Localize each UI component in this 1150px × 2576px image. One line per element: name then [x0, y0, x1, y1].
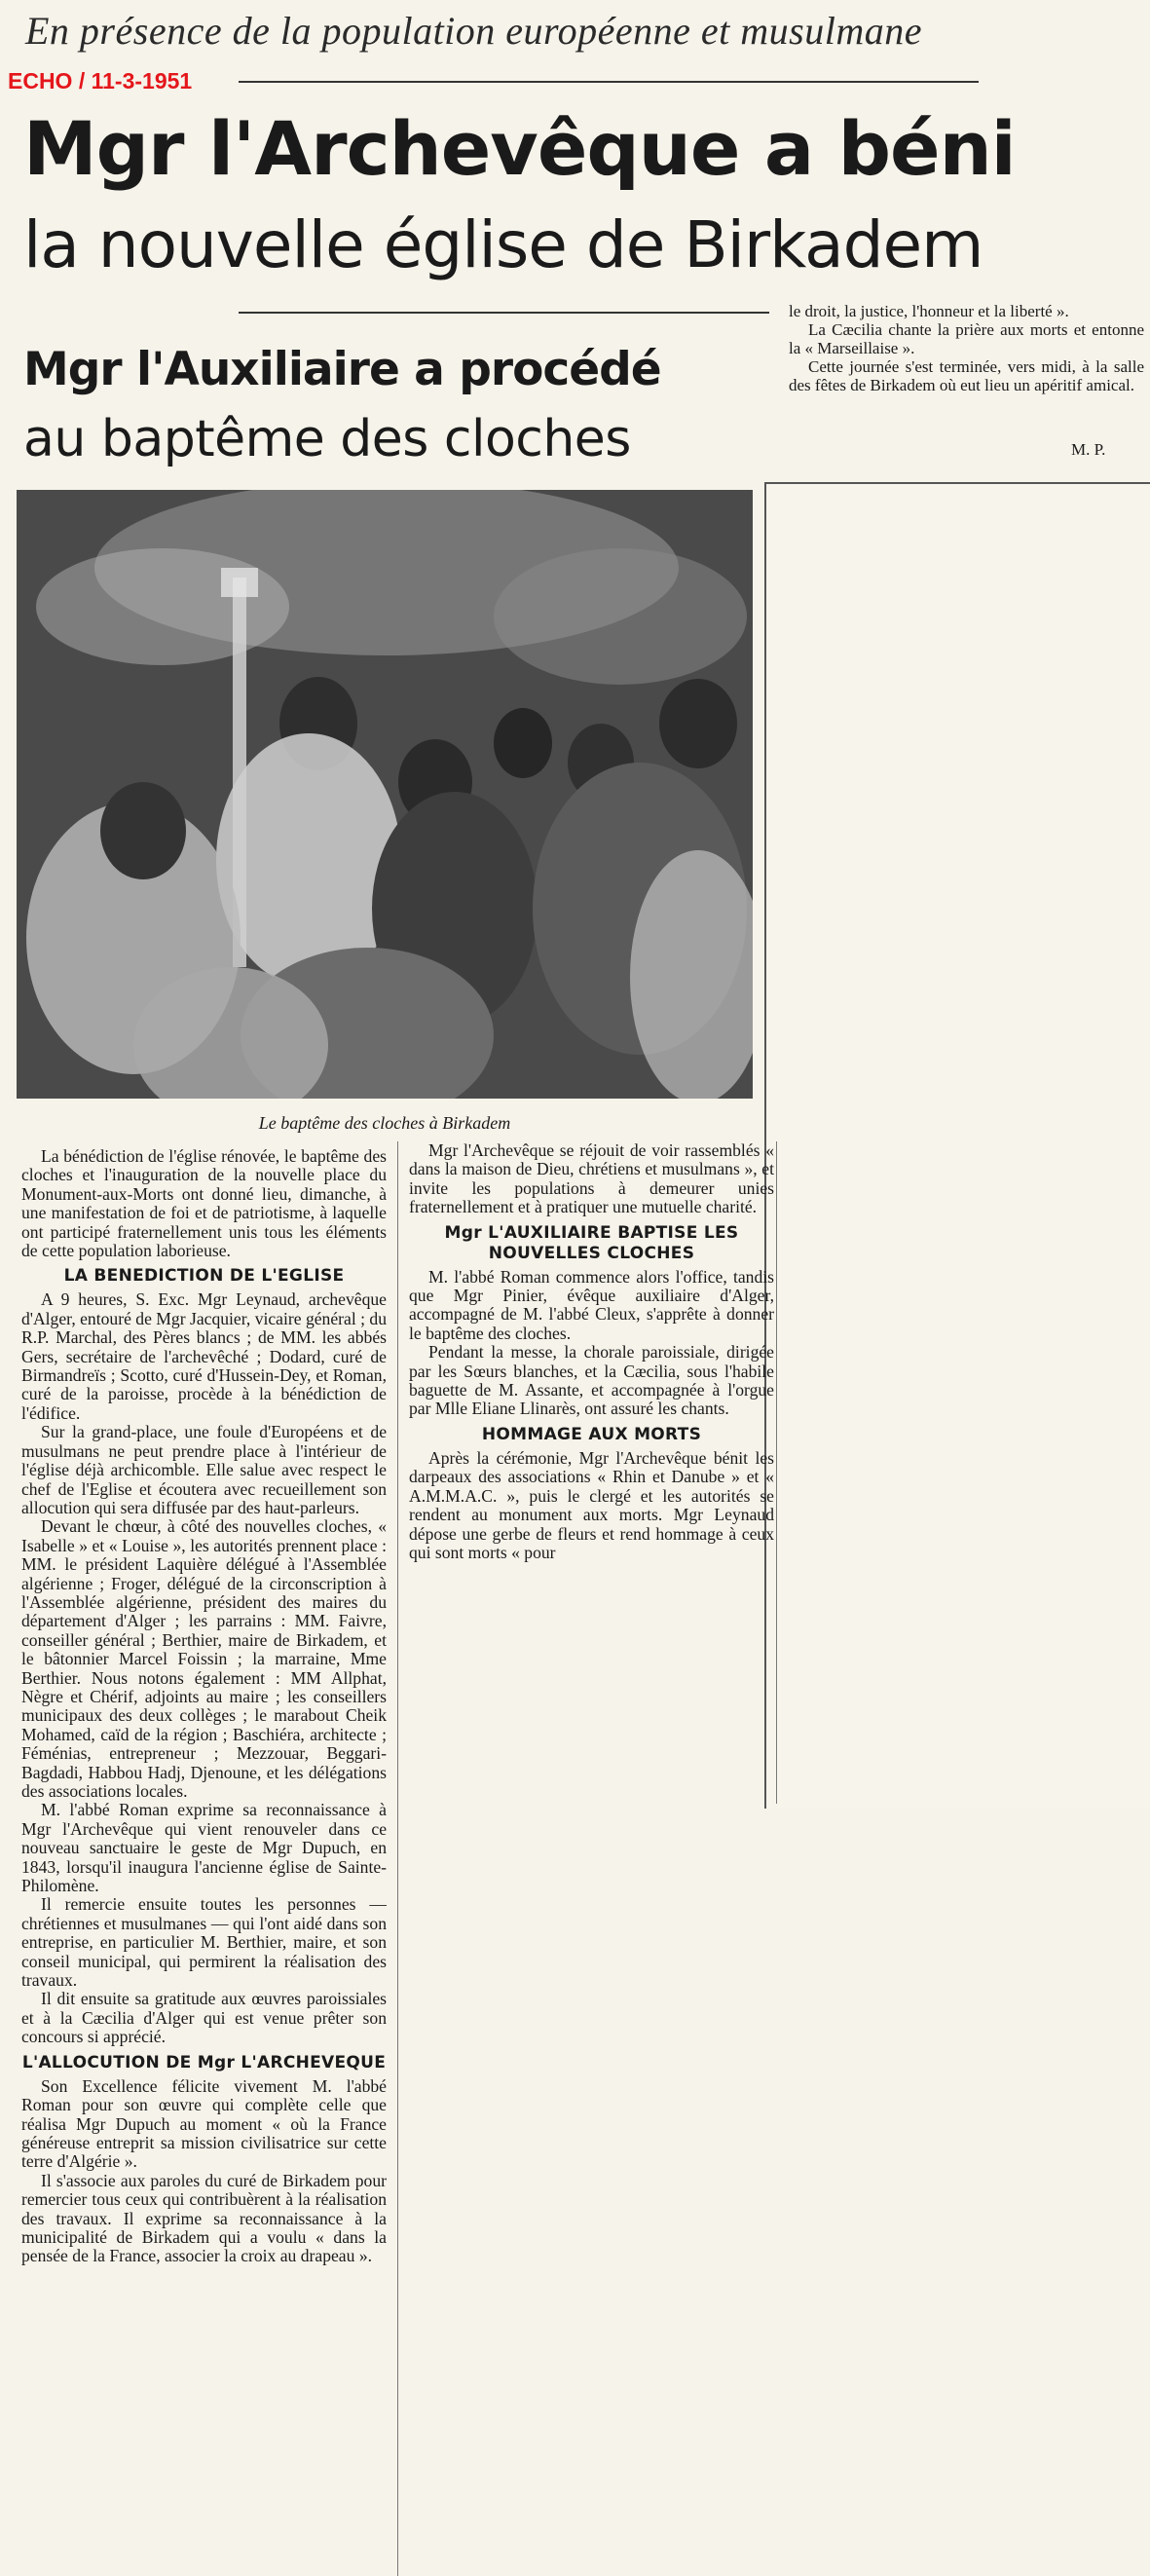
paragraph: M. l'abbé Roman exprime sa reconnaissance à Mgr l'Archevêque qui vient renouveler dans ce nouveau sanctuaire le geste de Mgr Dupuch, en 1843, lorsqu'il inaugura l'ancienne église de Sainte-Philomène.: [21, 1800, 387, 1896]
paragraph: Il s'associe aux paroles du curé de Birkadem pour remercier tous ceux qui contribuèrent à la réalisation des travaux. Il exprime sa reconnaissance à la municipalité de Birkadem qui a voulu « dans la pensée de la France, associer la croix au drapeau ».: [21, 2170, 387, 2266]
column-divider: [776, 1141, 777, 1804]
paragraph: M. l'abbé Roman commence alors l'office, tandis que Mgr Pinier, évêque auxiliaire d'Alger, accompagné de M. l'abbé Cleux, s'apprête à donner le baptême des cloches.: [409, 1266, 774, 1343]
paragraph: Il dit ensuite sa gratitude aux œuvres paroissiales et à la Cæcilia d'Alger qui est venue prêter son concours si apprécié.: [21, 1989, 387, 2047]
paragraph: Il remercie ensuite toutes les personnes — chrétiennes et musulmanes — qui l'ont aidé dans son entreprise, en particulier M. Berthier, maire, et son conseil municipal, qui permirent la réalisation des travaux.: [21, 1894, 387, 1991]
article-column-1: [21, 1147, 387, 2576]
news-photo: [17, 490, 753, 1099]
paragraph: Cette journée s'est terminée, vers midi, à la salle des fêtes de Birkadem où eut lieu un apéritif amical.: [789, 357, 1144, 394]
paragraph: Devant le chœur, à côté des nouvelles cloches, « Isabelle » et « Louise », les autorités prennent place : MM. le président Laquière délégué à l'Assemblée algérienne ; Froger, délégué de la circonscription à l'Assemblée algérienne, président des maires du département d'Alger ; les parrains : MM. Faivre, conseiller général ; Berthier, maire de Birkadem, et le bâtonnier Marcel Foissin ; la marraine, Mme Berthier. Nous notons également : MM Allphat, Nègre et Chérif, adjoints au maire ; les conseillers municipaux des deux collèges ; le marabout Cheik Mohamed, caïd de la région ; Baschiéra, architecte ; Féménias, entrepreneur ; Mezzouar, Beggari-Bagdadi, Habbou Hadj, Djenoune, et les délégations des associations locales.: [21, 1516, 387, 1801]
headline-second-line: la nouvelle église de Birkadem: [23, 207, 983, 282]
author-signature: M. P.: [1071, 440, 1106, 459]
section-heading: HOMMAGE AUX MORTS: [481, 1424, 702, 1444]
headline: Mgr l'Archevêque a béni: [23, 105, 1016, 192]
section-heading: L'ALLOCUTION DE Mgr L'ARCHEVEQUE: [21, 2052, 387, 2072]
paragraph: Son Excellence félicite vivement M. l'abbé Roman pour son œuvre qui complète celle que réalisa Mgr Dupuch au moment « où la France généreuse entreprit sa mission civilisatrice sur cette terre d'Algérie ».: [21, 2075, 387, 2172]
blank-column-area: [764, 482, 1150, 1809]
divider-rule: [239, 312, 769, 314]
kicker-line: En présence de la population européenne et musulmane: [25, 9, 922, 53]
paragraph: La Cæcilia chante la prière aux morts et entonne la « Marseillaise ».: [789, 320, 1144, 357]
crowd-photo-illustration: [17, 490, 753, 1099]
paragraph: Pendant la messe, la chorale paroissiale, dirigée par les Sœurs blanches, et la Cæcilia, sous l'habile baguette de M. Assante, et accompagnée à l'orgue par Mlle Eliane Llinarès, ont assuré les chants.: [409, 1342, 774, 1419]
continued-article-text: [789, 302, 1144, 394]
column-divider: [397, 1141, 398, 2576]
paragraph: Après la cérémonie, Mgr l'Archevêque bénit les darpeaux des associations « Rhin et Danube » et « A.M.M.A.C. », puis le clergé et les autorités se rendent au monument aux morts. Mgr Leynaud dépose une gerbe de fleurs et rend hommage à ceux qui sont morts « pour: [409, 1447, 774, 1562]
subheadline-second-line: au baptême des cloches: [23, 410, 631, 468]
divider-rule: [239, 81, 979, 83]
section-heading: LA BENEDICTION DE L'EGLISE: [63, 1266, 345, 1287]
paragraph: le droit, la justice, l'honneur et la liberté ».: [789, 302, 1069, 320]
paragraph: A 9 heures, S. Exc. Mgr Leynaud, archevêque d'Alger, entouré de Mgr Jacquier, vicaire général ; du R.P. Marchal, des Pères blancs ; de MM. les abbés Gers, secrétaire de l'archevêché ; Dodard, curé de Birmandreïs ; Scotto, curé d'Hussein-Dey, et Roman, curé de la paroisse, procède à la bénédiction de l'édifice.: [21, 1289, 387, 1423]
subheadline: Mgr l'Auxiliaire a procédé: [23, 343, 661, 396]
paragraph: Sur la grand-place, une foule d'Européens et de musulmans ne peut prendre place à l'intérieur de l'église déjà archicomble. Elle salue avec respect le chef de l'Eglise et écoutera avec recueillement son allocution qui sera diffusée par des haut-parleurs.: [21, 1422, 387, 1517]
article-column-2: [409, 1141, 774, 1804]
paragraph: Mgr l'Archevêque se réjouit de voir rassemblés « dans la maison de Dieu, chrétiens et musulmans », et invite les populations à demeurer unies fraternellement et à pratiquer une mutuelle charité.: [409, 1141, 774, 1217]
photo-caption: Le baptême des cloches à Birkadem: [258, 1113, 511, 1133]
source-label: ECHO / 11-3-1951: [8, 68, 193, 93]
section-heading: Mgr L'AUXILIAIRE BAPTISE LES NOUVELLES CLOCHES: [444, 1222, 739, 1263]
paragraph: La bénédiction de l'église rénovée, le baptême des cloches et l'inauguration de la nouvelle place du Monument-aux-Morts ont donné lieu, dimanche, à une manifestation de foi et de patriotisme, à laquelle ont participé fraternellement unis tous les éléments de cette population laborieuse.: [21, 1147, 387, 1261]
